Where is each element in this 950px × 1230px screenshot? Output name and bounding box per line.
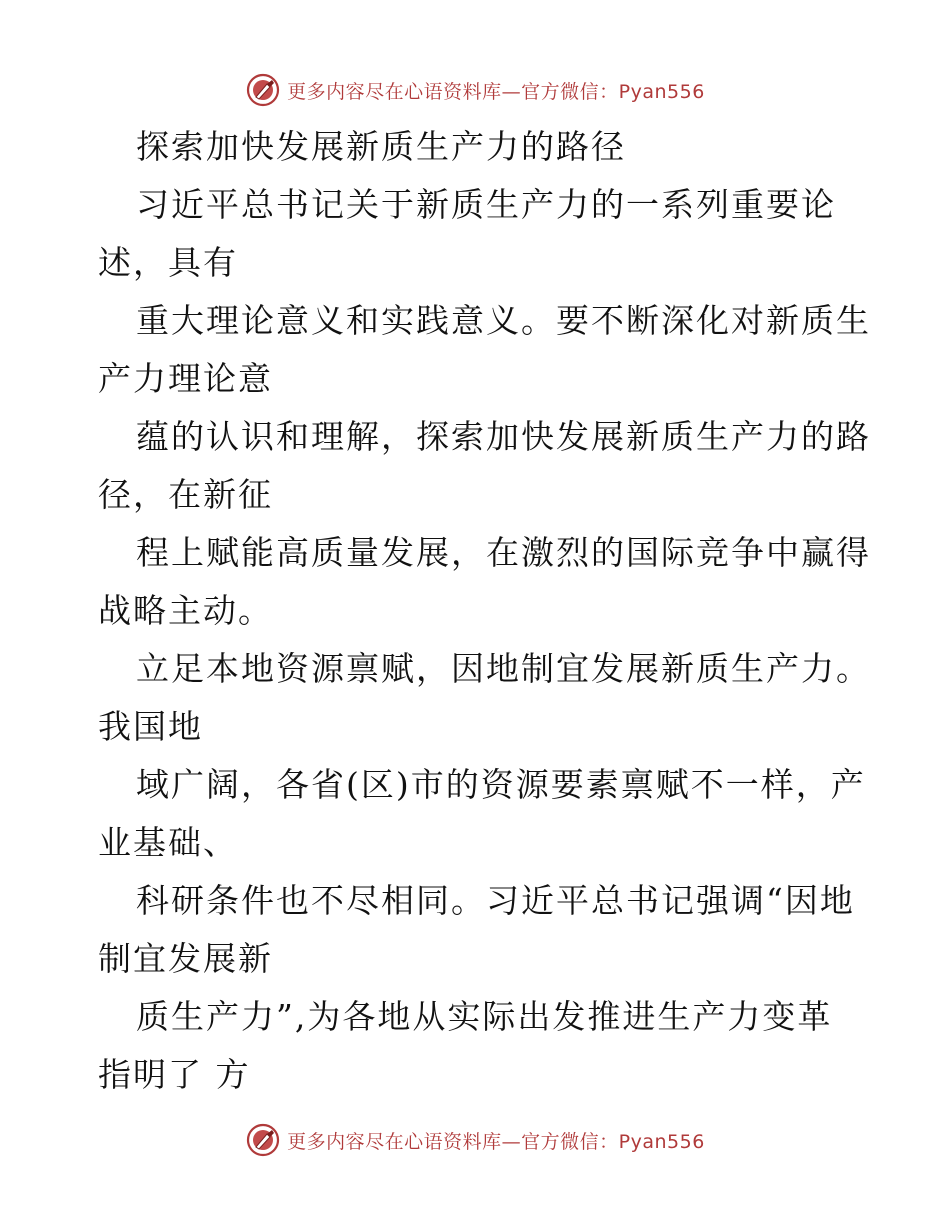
banner-text <box>287 1127 705 1154</box>
text-line: 产力理论意 <box>98 359 273 398</box>
footer-banner <box>0 1120 950 1160</box>
text-line: 域广阔，各省(区)市的资源要素禀赋不一样，产 <box>136 765 866 804</box>
text-line: 制宜发展新 <box>98 939 273 978</box>
header-banner <box>0 70 950 110</box>
banner-wechat-id: Pyan556 <box>618 1130 705 1153</box>
text-line: 重大理论意义和实践意义。要不断深化对新质生 <box>136 301 871 340</box>
text-line: 战略主动。 <box>98 591 273 630</box>
pen-nib-circle-icon <box>245 1122 281 1158</box>
text-line: 质生产力”,为各地从实际出发推进生产力变革 <box>136 997 833 1036</box>
text-line: 我国地 <box>98 707 203 746</box>
text-line: 科研条件也不尽相同。习近平总书记强调“因地 <box>136 881 855 920</box>
text-line: 业基础、 <box>98 823 238 862</box>
banner-message: 更多内容尽在心语资料库—官方微信： <box>287 1130 619 1153</box>
banner-message: 更多内容尽在心语资料库—官方微信： <box>287 80 619 103</box>
text-line: 述，具有 <box>98 243 238 282</box>
text-line: 立足本地资源禀赋，因地制宜发展新质生产力。 <box>136 649 871 688</box>
text-line: 蕴的认识和理解，探索加快发展新质生产力的路 <box>136 417 871 456</box>
document-body <box>98 118 871 1104</box>
text-line: 程上赋能高质量发展，在激烈的国际竞争中赢得 <box>136 533 871 572</box>
text-line: 探索加快发展新质生产力的路径 <box>136 127 626 166</box>
text-line: 径，在新征 <box>98 475 273 514</box>
text-line: 指明了 方 <box>98 1055 251 1094</box>
pen-nib-circle-icon <box>245 72 281 108</box>
text-line: 习近平总书记关于新质生产力的一系列重要论 <box>136 185 836 224</box>
banner-text <box>287 77 705 104</box>
banner-wechat-id: Pyan556 <box>618 80 705 103</box>
